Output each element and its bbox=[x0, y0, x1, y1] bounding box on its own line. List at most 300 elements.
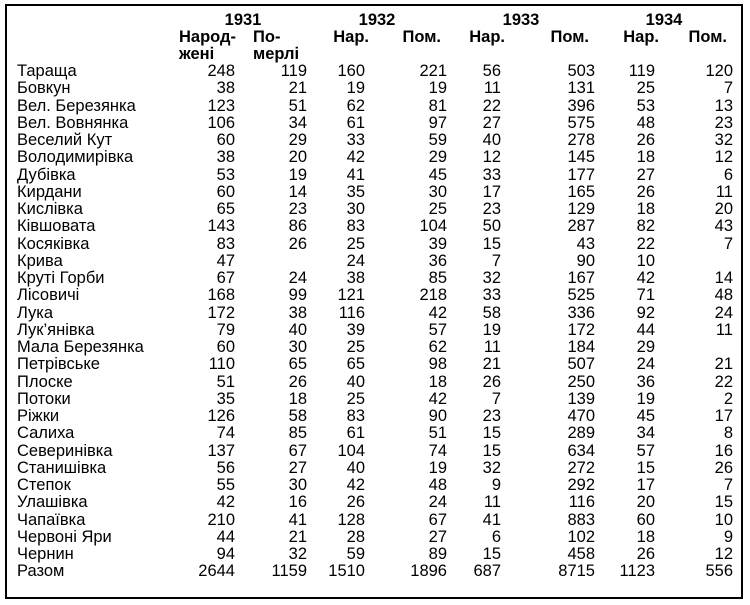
births-value: 121 bbox=[337, 286, 365, 305]
births-value: 15 bbox=[636, 458, 655, 477]
deaths-value: 21 bbox=[288, 79, 307, 98]
births-value: 26 bbox=[636, 131, 655, 149]
deaths-value: 86 bbox=[288, 217, 307, 236]
table-row bbox=[13, 391, 733, 408]
deaths-value: 14 bbox=[714, 269, 733, 287]
deaths-value bbox=[665, 253, 733, 270]
births-value: 56 bbox=[482, 62, 501, 80]
deaths-value: 15 bbox=[714, 493, 733, 512]
deaths-value: 470 bbox=[567, 407, 595, 425]
village-name: Чернин bbox=[17, 545, 74, 563]
deaths-value: 65 bbox=[288, 355, 307, 374]
deaths-value: 167 bbox=[567, 269, 595, 287]
births-value: 15 bbox=[482, 441, 501, 460]
births-value: 59 bbox=[346, 545, 365, 563]
deaths-value: 67 bbox=[428, 510, 447, 529]
village-name: Червоні Яри bbox=[17, 527, 112, 546]
village-name: Потоки bbox=[17, 389, 71, 408]
births-value: 53 bbox=[216, 165, 235, 184]
village-name: Вел. Березянка bbox=[17, 96, 136, 115]
village-name: Кирдани bbox=[17, 182, 82, 201]
table-row bbox=[13, 546, 733, 563]
births-value: 42 bbox=[636, 269, 655, 287]
births-value: 74 bbox=[216, 424, 235, 443]
births-value: 18 bbox=[636, 527, 655, 546]
births-value: 27 bbox=[636, 165, 655, 184]
table-row bbox=[13, 494, 733, 511]
births-value: 172 bbox=[207, 303, 235, 322]
births-value: 83 bbox=[216, 234, 235, 253]
table-row bbox=[13, 236, 733, 253]
births-header: Нар. bbox=[623, 28, 659, 46]
births-value: 137 bbox=[207, 441, 235, 460]
year-header: 1934 bbox=[645, 11, 683, 29]
deaths-value: 177 bbox=[567, 165, 595, 184]
births-value: 40 bbox=[482, 131, 501, 149]
deaths-value: 19 bbox=[428, 458, 447, 477]
year-header: 1933 bbox=[502, 11, 540, 29]
deaths-value: 29 bbox=[428, 148, 447, 167]
deaths-value: 575 bbox=[567, 113, 595, 132]
births-value: 143 bbox=[207, 217, 235, 236]
births-value: 71 bbox=[636, 286, 655, 305]
deaths-value: 17 bbox=[714, 407, 733, 425]
deaths-value: 58 bbox=[288, 407, 307, 425]
births-value: 106 bbox=[207, 113, 235, 132]
corner-cell bbox=[13, 29, 179, 63]
births-value: 2644 bbox=[198, 562, 235, 581]
deaths-value: 48 bbox=[428, 476, 447, 494]
births-value: 19 bbox=[482, 320, 501, 339]
deaths-value: 119 bbox=[280, 62, 307, 80]
births-value: 11 bbox=[483, 493, 501, 512]
deaths-value: 45 bbox=[428, 165, 447, 184]
table-row bbox=[13, 218, 733, 235]
births-value: 26 bbox=[636, 182, 655, 201]
deaths-value bbox=[245, 253, 307, 270]
deaths-header: Пом. bbox=[550, 28, 589, 46]
deaths-value: 16 bbox=[288, 493, 307, 512]
table-row bbox=[13, 443, 733, 460]
births-value: 15 bbox=[482, 424, 501, 443]
births-value: 126 bbox=[207, 407, 235, 425]
deaths-value: 24 bbox=[428, 493, 447, 512]
deaths-value: 99 bbox=[288, 286, 307, 305]
deaths-value: 38 bbox=[288, 303, 307, 322]
deaths-value: 1896 bbox=[410, 562, 447, 581]
births-value: 26 bbox=[346, 493, 365, 512]
births-value: 210 bbox=[207, 510, 235, 529]
total-row bbox=[13, 563, 733, 580]
deaths-value: 7 bbox=[723, 476, 733, 494]
births-value: 48 bbox=[636, 113, 655, 132]
table-body bbox=[13, 63, 733, 581]
deaths-value: 20 bbox=[714, 200, 733, 218]
births-value: 10 bbox=[636, 251, 655, 270]
deaths-header: Пом. bbox=[402, 28, 441, 46]
deaths-value: 39 bbox=[428, 234, 447, 253]
births-value: 45 bbox=[636, 407, 655, 425]
births-value: 50 bbox=[482, 217, 501, 236]
deaths-value: 458 bbox=[567, 545, 595, 563]
deaths-value: 32 bbox=[714, 131, 733, 149]
corner-cell bbox=[13, 12, 179, 29]
village-name: Бовкун bbox=[17, 79, 71, 98]
births-value: 19 bbox=[636, 389, 655, 408]
year-header: 1932 bbox=[358, 11, 396, 29]
births-value: 687 bbox=[473, 562, 501, 581]
births-value: 11 bbox=[483, 338, 501, 356]
deaths-value: 14 bbox=[288, 182, 307, 201]
births-value: 44 bbox=[216, 527, 235, 546]
births-value: 61 bbox=[346, 113, 365, 132]
deaths-value: 74 bbox=[428, 441, 447, 460]
births-value: 33 bbox=[482, 286, 501, 305]
deaths-value: 11 bbox=[715, 182, 733, 201]
births-value: 26 bbox=[482, 372, 501, 391]
table-row bbox=[13, 149, 733, 166]
village-name: Разом bbox=[17, 562, 65, 581]
deaths-value: 250 bbox=[567, 372, 595, 391]
births-value: 15 bbox=[482, 545, 501, 563]
births-value: 41 bbox=[482, 510, 501, 529]
deaths-value: 29 bbox=[288, 131, 307, 149]
village-name: Степок bbox=[17, 476, 71, 494]
deaths-value: 59 bbox=[428, 131, 447, 149]
births-value: 32 bbox=[482, 458, 501, 477]
births-value: 65 bbox=[216, 200, 235, 218]
births-value: 1123 bbox=[619, 562, 655, 581]
deaths-value: 51 bbox=[288, 96, 307, 115]
births-value: 160 bbox=[337, 62, 365, 80]
deaths-value: 336 bbox=[567, 303, 595, 322]
deaths-value: 98 bbox=[428, 355, 447, 374]
deaths-value: 26 bbox=[714, 458, 733, 477]
village-name: Ріжки bbox=[17, 407, 60, 425]
births-value: 60 bbox=[216, 131, 235, 149]
deaths-value: 139 bbox=[567, 389, 595, 408]
table-frame bbox=[5, 4, 743, 599]
deaths-value: 42 bbox=[428, 389, 447, 408]
deaths-value: 556 bbox=[705, 562, 733, 581]
births-header: Нар. bbox=[333, 28, 369, 46]
births-value: 168 bbox=[207, 286, 235, 305]
births-value: 23 bbox=[482, 200, 501, 218]
births-value: 6 bbox=[491, 527, 501, 546]
table-row bbox=[13, 63, 733, 80]
deaths-value: 97 bbox=[428, 113, 447, 132]
deaths-value: 2 bbox=[723, 389, 733, 408]
deaths-value: 18 bbox=[428, 372, 447, 391]
table-row bbox=[13, 374, 733, 391]
deaths-header: По- мерлі bbox=[253, 28, 300, 63]
births-value: 25 bbox=[346, 234, 365, 253]
births-value: 24 bbox=[636, 355, 655, 374]
births-value: 9 bbox=[491, 476, 501, 494]
births-value: 22 bbox=[482, 96, 501, 115]
village-name: Станишівка bbox=[17, 458, 107, 477]
births-value: 53 bbox=[636, 96, 655, 115]
births-value: 24 bbox=[346, 251, 365, 270]
births-value: 29 bbox=[636, 338, 655, 356]
table-row bbox=[13, 201, 733, 218]
births-value: 27 bbox=[482, 113, 501, 132]
births-value: 32 bbox=[482, 269, 501, 287]
deaths-value bbox=[665, 339, 733, 356]
deaths-value: 116 bbox=[568, 493, 595, 512]
births-value: 21 bbox=[482, 355, 501, 374]
births-value: 67 bbox=[216, 269, 235, 287]
births-value: 22 bbox=[636, 234, 655, 253]
deaths-value: 165 bbox=[567, 182, 595, 201]
births-value: 19 bbox=[346, 79, 365, 98]
deaths-value: 503 bbox=[567, 62, 595, 80]
deaths-value: 67 bbox=[288, 441, 307, 460]
births-value: 12 bbox=[482, 148, 501, 167]
births-value: 44 bbox=[636, 320, 655, 339]
deaths-value: 507 bbox=[567, 355, 595, 374]
deaths-value: 525 bbox=[567, 286, 595, 305]
table-row bbox=[13, 339, 733, 356]
village-name: Володимирівка bbox=[17, 148, 134, 167]
births-value: 35 bbox=[346, 182, 365, 201]
table-row bbox=[13, 425, 733, 442]
deaths-value: 287 bbox=[567, 217, 595, 236]
table-row bbox=[13, 512, 733, 529]
births-value: 39 bbox=[346, 320, 365, 339]
table-row bbox=[13, 270, 733, 287]
births-value: 33 bbox=[346, 131, 365, 149]
village-name: Салиха bbox=[17, 424, 75, 443]
deaths-value: 25 bbox=[428, 200, 447, 218]
deaths-value: 396 bbox=[567, 96, 595, 115]
deaths-value: 292 bbox=[567, 476, 595, 494]
deaths-value: 30 bbox=[428, 182, 447, 201]
deaths-value: 6 bbox=[723, 165, 733, 184]
deaths-value: 30 bbox=[288, 338, 307, 356]
deaths-value: 42 bbox=[428, 303, 447, 322]
table-row bbox=[13, 460, 733, 477]
deaths-value: 22 bbox=[714, 372, 733, 391]
village-name: Дубівка bbox=[17, 165, 76, 184]
births-value: 28 bbox=[346, 527, 365, 546]
deaths-value: 104 bbox=[419, 217, 447, 236]
births-value: 23 bbox=[482, 407, 501, 425]
village-name: Веселий Кут bbox=[17, 131, 113, 149]
births-value: 35 bbox=[216, 389, 235, 408]
births-value: 65 bbox=[346, 355, 365, 374]
deaths-value: 129 bbox=[567, 200, 595, 218]
village-name: Ківшовата bbox=[17, 217, 96, 236]
village-name: Северинівка bbox=[17, 441, 113, 460]
births-value: 36 bbox=[636, 372, 655, 391]
births-value: 40 bbox=[346, 372, 365, 391]
deaths-value: 43 bbox=[576, 234, 595, 253]
deaths-value: 62 bbox=[428, 338, 447, 356]
births-value: 60 bbox=[216, 182, 235, 201]
births-value: 83 bbox=[346, 407, 365, 425]
births-value: 15 bbox=[482, 234, 501, 253]
births-value: 38 bbox=[216, 79, 235, 98]
table-row bbox=[13, 477, 733, 494]
deaths-value: 883 bbox=[567, 510, 595, 529]
births-value: 18 bbox=[636, 148, 655, 167]
table-row bbox=[13, 287, 733, 304]
table-row bbox=[13, 184, 733, 201]
deaths-value: 36 bbox=[428, 251, 447, 270]
deaths-value: 51 bbox=[428, 424, 447, 443]
deaths-value: 8715 bbox=[558, 562, 595, 581]
births-value: 58 bbox=[482, 303, 501, 322]
deaths-value: 9 bbox=[723, 527, 733, 546]
deaths-value: 57 bbox=[428, 320, 447, 339]
births-value: 20 bbox=[636, 493, 655, 512]
births-value: 116 bbox=[338, 303, 365, 322]
births-value: 38 bbox=[216, 148, 235, 167]
births-value: 61 bbox=[346, 424, 365, 443]
births-value: 123 bbox=[207, 96, 235, 115]
deaths-value: 218 bbox=[419, 286, 447, 305]
deaths-value: 131 bbox=[567, 79, 595, 98]
table-row bbox=[13, 322, 733, 339]
births-value: 38 bbox=[346, 269, 365, 287]
deaths-value: 19 bbox=[288, 165, 307, 184]
village-name: Тараща bbox=[17, 62, 77, 80]
births-value: 42 bbox=[216, 493, 235, 512]
deaths-value: 85 bbox=[428, 269, 447, 287]
table-row bbox=[13, 529, 733, 546]
deaths-value: 89 bbox=[428, 545, 447, 563]
births-value: 42 bbox=[346, 148, 365, 167]
deaths-value: 34 bbox=[288, 113, 307, 132]
table-row bbox=[13, 408, 733, 425]
births-value: 42 bbox=[346, 476, 365, 494]
village-name: Вел. Вовнянка bbox=[17, 113, 129, 132]
village-name: Чапаївка bbox=[17, 510, 86, 529]
births-value: 104 bbox=[337, 441, 365, 460]
village-name: Круті Горби bbox=[17, 269, 105, 287]
births-value: 51 bbox=[216, 372, 235, 391]
births-value: 128 bbox=[337, 510, 365, 529]
village-name: Улашівка bbox=[17, 493, 88, 512]
village-name: Крива bbox=[17, 251, 63, 270]
deaths-value: 90 bbox=[576, 251, 595, 270]
table-row bbox=[13, 167, 733, 184]
deaths-value: 7 bbox=[723, 234, 733, 253]
village-name: Косяківка bbox=[17, 234, 90, 253]
table-row bbox=[13, 98, 733, 115]
deaths-value: 32 bbox=[288, 545, 307, 563]
deaths-value: 23 bbox=[288, 200, 307, 218]
table-row bbox=[13, 356, 733, 373]
deaths-value: 21 bbox=[714, 355, 733, 374]
births-value: 82 bbox=[636, 217, 655, 236]
births-header: Нар. bbox=[469, 28, 505, 46]
births-value: 25 bbox=[346, 389, 365, 408]
deaths-value: 19 bbox=[428, 79, 447, 98]
deaths-value: 11 bbox=[715, 320, 733, 339]
births-value: 79 bbox=[216, 320, 235, 339]
table-row bbox=[13, 305, 733, 322]
deaths-value: 13 bbox=[714, 96, 733, 115]
village-name: Лісовичі bbox=[17, 286, 80, 305]
births-value: 17 bbox=[482, 182, 501, 201]
village-name: Лук’янівка bbox=[17, 320, 95, 339]
deaths-value: 221 bbox=[419, 62, 447, 80]
births-value: 62 bbox=[346, 96, 365, 115]
deaths-value: 172 bbox=[567, 320, 595, 339]
births-value: 119 bbox=[628, 62, 655, 80]
table-row bbox=[13, 80, 733, 97]
births-value: 92 bbox=[636, 303, 655, 322]
births-value: 11 bbox=[483, 79, 501, 98]
deaths-value: 43 bbox=[714, 217, 733, 236]
deaths-value: 20 bbox=[288, 148, 307, 167]
deaths-value: 48 bbox=[714, 286, 733, 305]
deaths-value: 26 bbox=[288, 234, 307, 253]
deaths-value: 1159 bbox=[271, 562, 307, 581]
deaths-header: Пом. bbox=[688, 28, 727, 46]
births-value: 26 bbox=[636, 545, 655, 563]
births-value: 34 bbox=[636, 424, 655, 443]
deaths-value: 26 bbox=[288, 372, 307, 391]
table-row bbox=[13, 253, 733, 270]
births-value: 25 bbox=[636, 79, 655, 98]
births-value: 248 bbox=[207, 62, 235, 80]
deaths-value: 41 bbox=[288, 510, 307, 529]
deaths-value: 120 bbox=[705, 62, 733, 80]
deaths-value: 23 bbox=[714, 113, 733, 132]
deaths-value: 24 bbox=[714, 303, 733, 322]
village-name: Кислівка bbox=[17, 200, 83, 218]
deaths-value: 145 bbox=[567, 148, 595, 167]
subheader-row bbox=[13, 29, 733, 63]
births-value: 17 bbox=[636, 476, 655, 494]
deaths-value: 7 bbox=[723, 79, 733, 98]
deaths-value: 278 bbox=[567, 131, 595, 149]
deaths-value: 21 bbox=[288, 527, 307, 546]
births-value: 60 bbox=[216, 338, 235, 356]
deaths-value: 27 bbox=[288, 458, 307, 477]
table-row bbox=[13, 132, 733, 149]
deaths-value: 18 bbox=[288, 389, 307, 408]
deaths-value: 8 bbox=[723, 424, 733, 443]
year-header: 1931 bbox=[224, 11, 262, 29]
births-header: Народ- жені bbox=[179, 28, 237, 63]
births-value: 60 bbox=[636, 510, 655, 529]
births-value: 47 bbox=[216, 251, 235, 270]
births-value: 33 bbox=[482, 165, 501, 184]
births-value: 110 bbox=[208, 355, 235, 374]
deaths-value: 102 bbox=[567, 527, 595, 546]
deaths-value: 184 bbox=[567, 338, 595, 356]
village-name: Плоске bbox=[17, 372, 73, 391]
deaths-value: 90 bbox=[428, 407, 447, 425]
births-value: 94 bbox=[216, 545, 235, 563]
deaths-value: 12 bbox=[714, 148, 733, 167]
deaths-value: 272 bbox=[567, 458, 595, 477]
births-value: 7 bbox=[491, 251, 501, 270]
births-deaths-table bbox=[13, 12, 733, 581]
year-header-row bbox=[13, 12, 733, 29]
deaths-value: 289 bbox=[567, 424, 595, 443]
deaths-value: 24 bbox=[288, 269, 307, 287]
births-value: 83 bbox=[346, 217, 365, 236]
births-value: 55 bbox=[216, 476, 235, 494]
deaths-value: 81 bbox=[428, 96, 447, 115]
births-value: 18 bbox=[636, 200, 655, 218]
deaths-value: 634 bbox=[567, 441, 595, 460]
